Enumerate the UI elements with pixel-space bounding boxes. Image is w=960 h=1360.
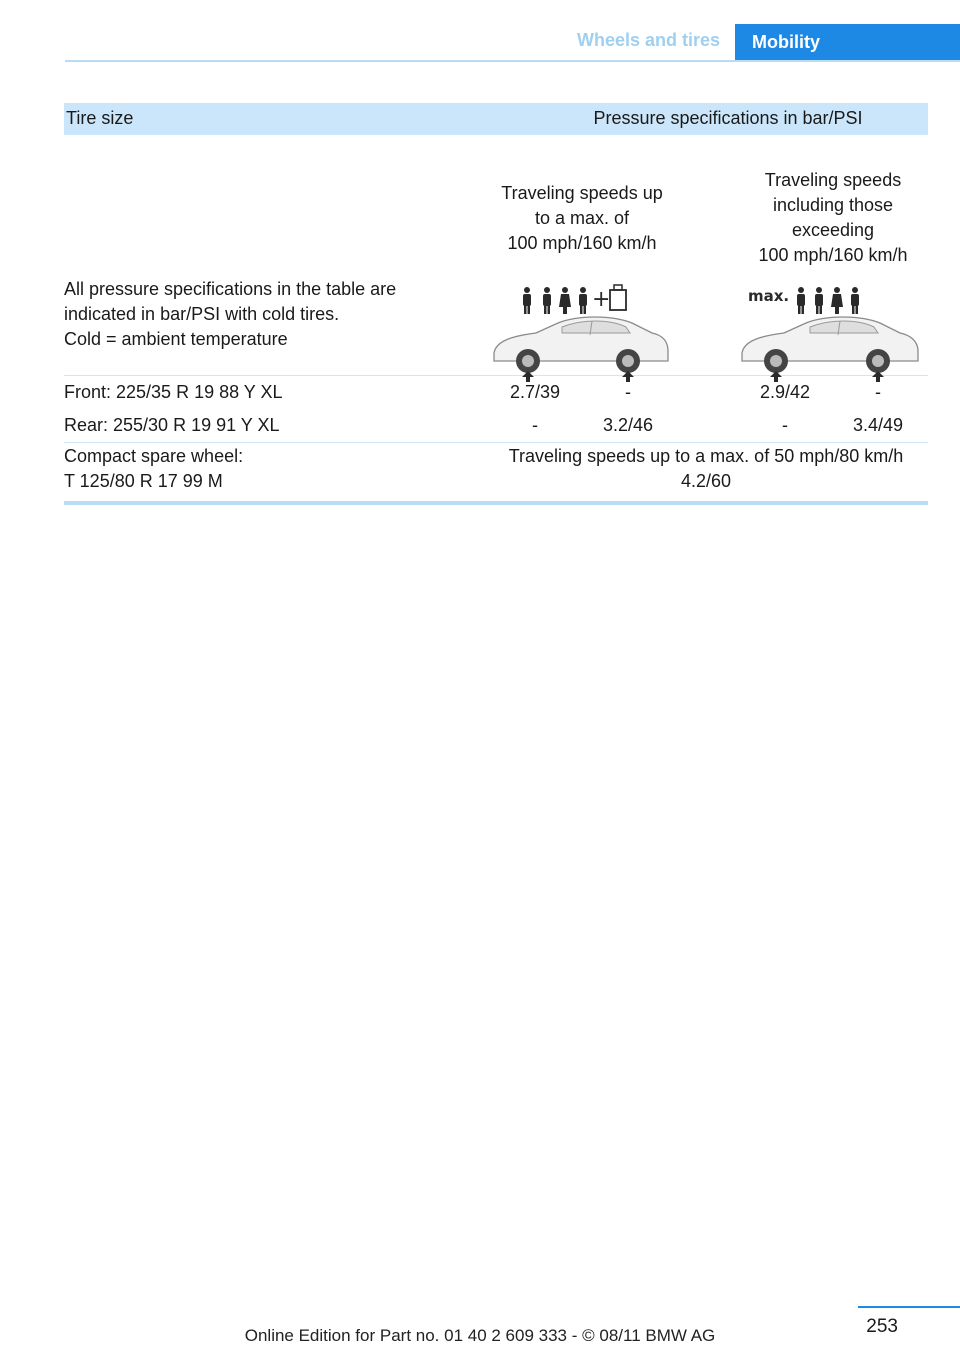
pressure-value: 3.4/49	[852, 415, 904, 435]
max-label: max.	[748, 287, 790, 305]
luggage-icon	[610, 285, 626, 310]
section-title: Wheels and tires	[576, 30, 720, 50]
table-header	[64, 103, 928, 135]
pressure-value: 3.2/46	[602, 415, 654, 435]
passenger-icons	[523, 287, 587, 314]
chapter-tab: Mobility	[735, 24, 960, 61]
spare-pressure-value: 4.2/60	[680, 471, 732, 491]
page-number-rule	[858, 1306, 960, 1308]
car-load-max-illustration	[738, 281, 924, 385]
pressure-value: -	[625, 382, 631, 402]
intro-row	[64, 135, 928, 376]
tire-size-rear: Rear: 255/30 R 19 91 Y XL	[64, 415, 280, 435]
pressure-value: 2.7/39	[509, 382, 561, 402]
pressure-value: -	[782, 415, 788, 435]
header-rule	[65, 60, 960, 62]
footer-edition: Online Edition for Part no. 01 40 2 609 333 - © 08/11 BMW AG	[244, 1326, 716, 1345]
car-load-partial-illustration	[492, 281, 672, 385]
table-row-spare	[64, 443, 928, 505]
pressure-value: -	[875, 382, 881, 402]
header-tire-size: Tire size	[66, 108, 134, 128]
tire-size-front: Front: 225/35 R 19 88 Y XL	[64, 382, 283, 402]
spare-speed-note: Traveling speeds up to a max. of 50 mph/80 km/h	[508, 446, 904, 466]
page-number: 253	[866, 1316, 898, 1337]
plus-sign: +	[592, 287, 611, 312]
tire-pressure-table	[64, 103, 928, 505]
passenger-icons	[797, 287, 859, 314]
speed-heading-low: Traveling speeds up to a max. of 100 mph/160 km/h	[501, 183, 663, 253]
cold-tire-note: All pressure specifications in the table are indicated in bar/PSI with cold tires. Cold = ambient temperature	[64, 279, 397, 349]
car-icon	[494, 317, 668, 382]
pressure-value: -	[532, 415, 538, 435]
spare-wheel-label: Compact spare wheel: T 125/80 R 17 99 M	[64, 446, 244, 491]
header-pressure: Pressure specifications in bar/PSI	[593, 108, 863, 128]
table-row-front	[64, 376, 928, 409]
pressure-value: 2.9/42	[759, 382, 811, 402]
table-row-rear	[64, 409, 928, 443]
car-icon	[742, 317, 918, 382]
spare-wheel-pressure	[484, 444, 928, 494]
speed-heading-high: Traveling speeds including those exceeding 100 mph/160 km/h	[758, 170, 908, 265]
